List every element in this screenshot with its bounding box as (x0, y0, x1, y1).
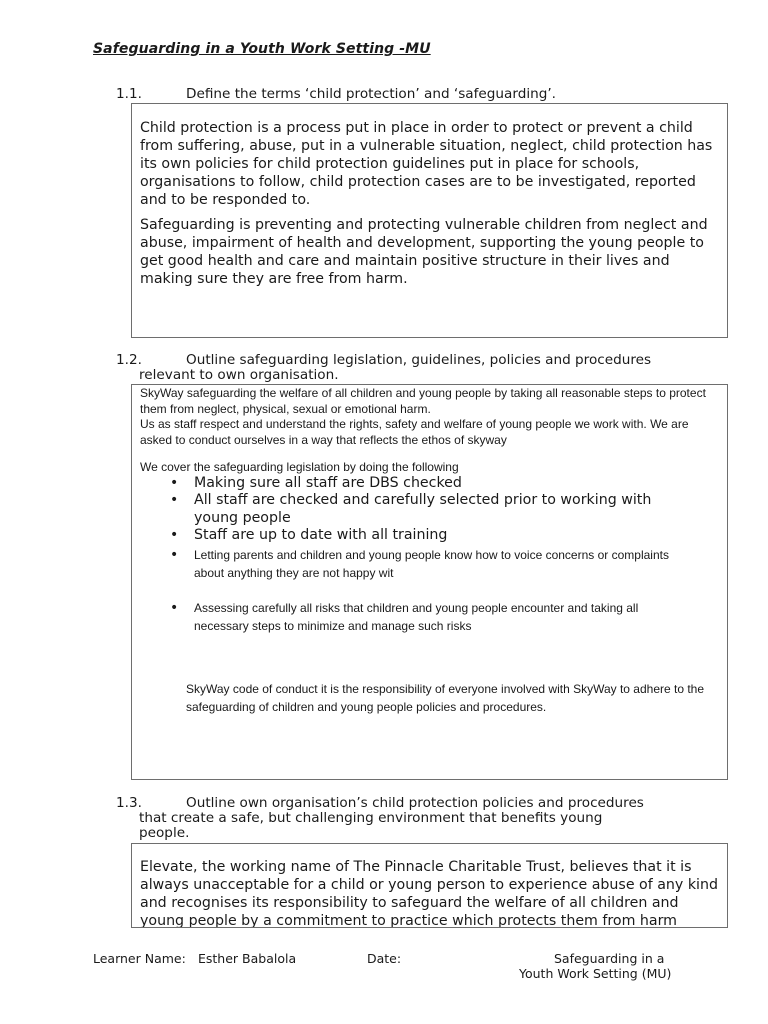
legislation-cover-intro: We cover the safeguarding legislation by doing the following (140, 460, 459, 474)
question-text: Define the terms ‘child protection’ and ‘safeguarding’. (186, 86, 557, 102)
document-title: Safeguarding in a Youth Work Setting -MU (93, 41, 431, 57)
answer-box-1-3 (131, 843, 728, 928)
question-text-line-1: Outline own organisation’s child protection policies and procedures (186, 795, 644, 811)
learner-name: Esther Babalola (198, 951, 297, 966)
question-number: 1.1. (116, 86, 142, 102)
safeguarding-definition: Safeguarding is preventing and protecting vulnerable children from neglect and abuse, impairment of health and development, supporting the young people to get good health and care and maintain positive structure in their lives and making sure they are free from harm. (140, 217, 708, 287)
question-1-1 (116, 87, 716, 103)
question-1-2 (116, 353, 716, 385)
question-text-line-2: that create a safe, but challenging environment that benefits young (139, 810, 603, 826)
elevate-policy-statement: Elevate, the working name of The Pinnacle Charitable Trust, believes that it is always unacceptable for a child or young person to experience abuse of any kind and recognises its responsibility to safeguard the welfare of all children and young people by a commitment to practice which protects them from harm (140, 859, 718, 928)
child-protection-definition: Child protection is a process put in place in order to protect or prevent a child from suffering, abuse, put in a vulnerable situation, neglect, child protection has its own policies for child protection guidelines put in place for schools, organisations to follow, child protection cases are to be investigated, reported and to be responded to. (140, 120, 713, 208)
question-text-line-2: relevant to own organisation. (139, 367, 339, 383)
code-of-conduct: SkyWay code of conduct it is the responsibility of everyone involved with SkyWay to adhere to the safeguarding of children and young people policies and procedures. (186, 681, 705, 714)
staff-respect: Us as staff respect and understand the rights, safety and welfare of young people we work with. We are asked to conduct ourselves in a way that reflects the ethos of skyway (140, 417, 689, 447)
question-text-line-3: people. (139, 825, 190, 841)
bullet-training: • Staff are up to date with all training (140, 527, 721, 545)
question-number: 1.2. (116, 352, 142, 368)
learner-name-label: Learner Name: (93, 951, 186, 966)
answer-box-1-2 (131, 384, 728, 780)
bullet-risk-assessment: • Assessing carefully all risks that children and young people encounter and taking all necessary steps to minimize and manage such risks (140, 599, 721, 635)
question-1-3 (116, 796, 716, 842)
question-text-line-1: Outline safeguarding legislation, guidelines, policies and procedures (186, 352, 652, 368)
unit-title-line-2: Youth Work Setting (MU) (519, 966, 672, 981)
skyway-intro: SkyWay safeguarding the welfare of all children and young people by taking all reasonable steps to protect them from neglect, physical, sexual or emotional harm. (140, 386, 706, 416)
answer-box-1-1 (131, 103, 728, 338)
legislation-bullet-list (140, 475, 721, 635)
bullet-dbs-checked: • Making sure all staff are DBS checked (140, 475, 721, 493)
question-number: 1.3. (116, 795, 142, 811)
bullet-voice-concerns: • Letting parents and children and young people know how to voice concerns or complaints about anything they are not happy wit (140, 546, 721, 582)
date-label: Date: (367, 951, 402, 966)
bullet-staff-selected: • All staff are checked and carefully selected prior to working with young people (140, 492, 721, 527)
unit-title-line-1: Safeguarding in a (554, 951, 665, 966)
